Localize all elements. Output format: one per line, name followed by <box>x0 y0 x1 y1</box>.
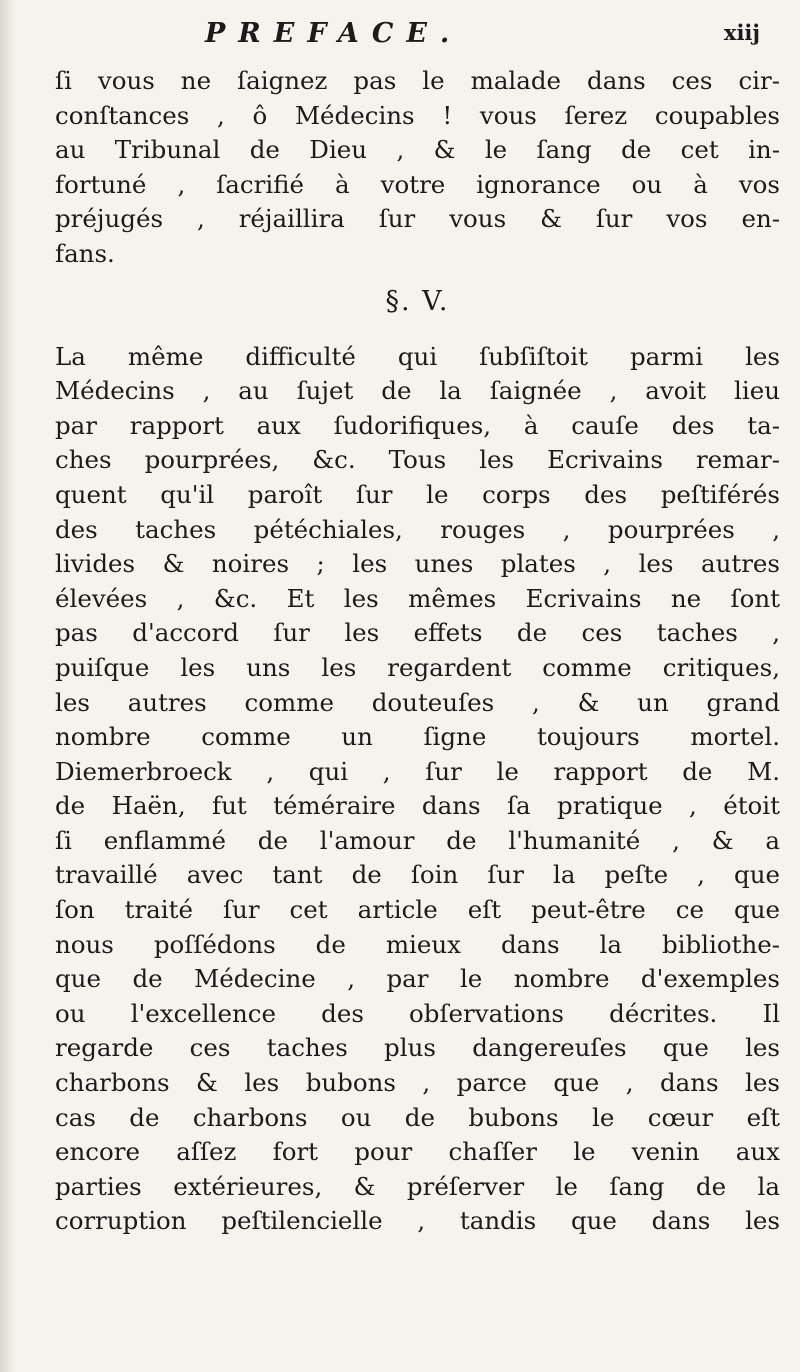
text-line: travaillé avec tant de ſoin ſur la peſte , que <box>55 860 780 890</box>
text-block <box>55 18 780 1239</box>
text-line: ſi vous ne ſaignez pas le malade dans ces cir- <box>55 66 780 95</box>
text-line: fortuné , ſacrifié à votre ignorance ou à vos <box>55 169 780 199</box>
text-line: parties extérieures, & préſerver le ſang de la <box>55 1171 780 1201</box>
running-head <box>205 18 780 64</box>
text-line: ſi enflammé de l'amour de l'humanité , & a <box>55 825 780 855</box>
text-line: nombre comme un ſigne toujours mortel. <box>55 722 780 752</box>
text-line: élevées , &c. Et les mêmes Ecrivains ne ſont <box>55 583 780 613</box>
text-line: nous poſſédons de mieux dans la bibliothe- <box>55 929 780 959</box>
text-line: Diemerbroeck , qui , ſur le rapport de M. <box>55 756 780 786</box>
running-head-title: PREFACE. <box>205 18 463 49</box>
paragraph-1 <box>55 64 780 272</box>
text-line: préjugés , réjaillira ſur vous & ſur vos en- <box>55 204 780 234</box>
text-line: quent qu'il paroît ſur le corps des peſtiférés <box>55 479 780 509</box>
text-line: cas de charbons ou de bubons le cœur eſt <box>55 1102 780 1132</box>
text-line: charbons & les bubons , parce que , dans les <box>55 1068 780 1098</box>
page-number: xiij <box>723 20 760 45</box>
text-line: ou l'excellence des obſervations décrites. Il <box>55 998 780 1028</box>
text-line: par rapport aux ſudorifiques, à cauſe des ta- <box>55 410 780 440</box>
text-line: les autres comme douteuſes , & un grand <box>55 687 780 717</box>
text-line: que de Médecine , par le nombre d'exemples <box>55 964 780 994</box>
text-line: ſon traité ſur cet article eſt peut-être ce que <box>55 895 780 925</box>
text-line: livides & noires ; les unes plates , les autres <box>55 549 780 579</box>
text-line: encore aſſez fort pour chaſſer le venin aux <box>55 1137 780 1167</box>
page-gutter <box>0 0 16 1372</box>
text-line: Médecins , au ſujet de la ſaignée , avoit lieu <box>55 376 780 406</box>
text-line: ches pourprées, &c. Tous les Ecrivains remar- <box>55 445 780 475</box>
paragraph-2 <box>55 340 780 1239</box>
text-line: de Haën, fut téméraire dans ſa pratique , étoit <box>55 791 780 821</box>
text-line: regarde ces taches plus dangereuſes que les <box>55 1033 780 1063</box>
text-line: fans. <box>55 238 115 268</box>
text-line: puiſque les uns les regardent comme critiques, <box>55 652 780 682</box>
text-line: corruption peſtilencielle , tandis que dans les <box>55 1206 780 1236</box>
text-line: au Tribunal de Dieu , & le ſang de cet in- <box>55 135 780 165</box>
section-heading: §. V. <box>385 285 450 317</box>
text-line: conſtances , ô Médecins ! vous ſerez coupables <box>55 100 780 130</box>
text-line: pas d'accord ſur les effets de ces taches , <box>55 618 780 648</box>
text-line: La même difficulté qui ſubſiſtoit parmi les <box>55 341 780 371</box>
text-line: des taches pétéchiales, rouges , pourprées , <box>55 514 780 544</box>
